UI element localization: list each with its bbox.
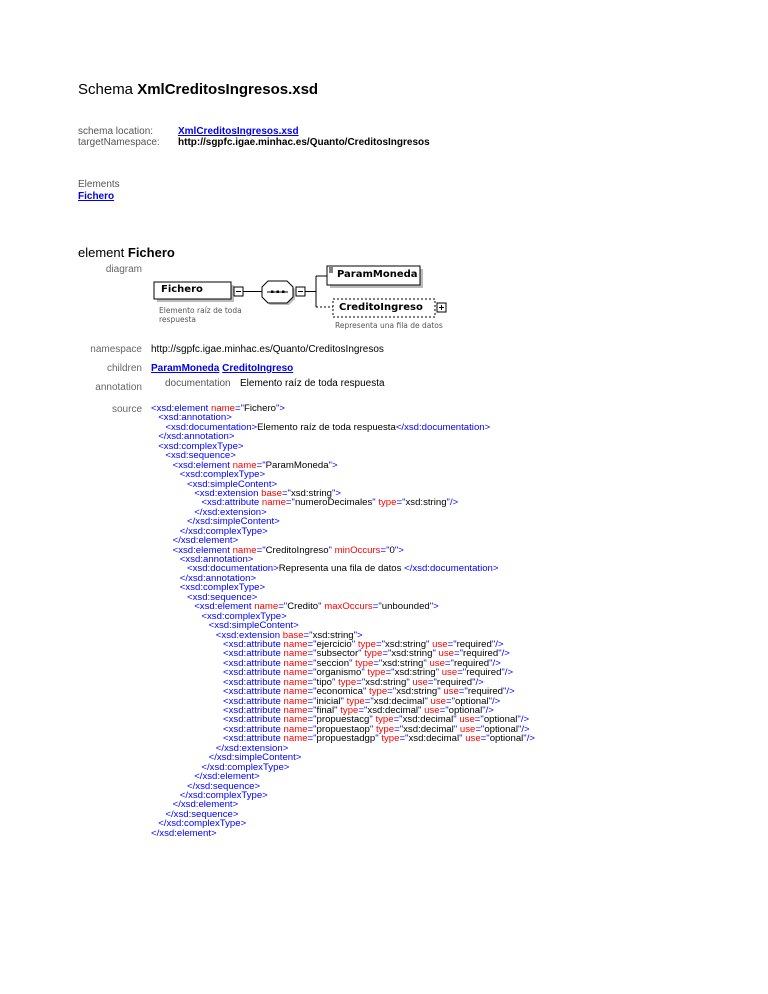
- source-token: optional: [448, 705, 483, 716]
- source-token: ": [432, 648, 439, 660]
- source-token: required: [467, 686, 504, 698]
- source-token: </xsd:element>: [194, 771, 260, 783]
- element-heading-name: Fichero: [127, 245, 175, 260]
- schema-location-label: schema location:: [78, 126, 154, 137]
- child-link-parammoneda[interactable]: ParamMoneda: [151, 363, 220, 374]
- source-token: <xsd:attribute: [223, 733, 284, 745]
- source-token: base: [261, 487, 282, 499]
- source-token: type: [346, 695, 365, 707]
- source-token: optional: [489, 733, 524, 745]
- source-token: ": [437, 686, 444, 698]
- element-diagram: [151, 263, 471, 333]
- source-token: "/>: [491, 638, 504, 650]
- namespace-label: namespace: [90, 344, 142, 355]
- element-heading: [78, 245, 175, 260]
- source-token: ": [424, 695, 431, 707]
- source-token: ": [369, 723, 376, 735]
- source-token: =": [474, 714, 484, 726]
- source-token: "/>: [489, 657, 501, 669]
- source-token: xsd:decimal: [403, 723, 454, 735]
- source-token: =": [375, 638, 385, 650]
- source-token: xsd:string: [391, 648, 433, 660]
- source-token: =": [356, 676, 366, 688]
- source-token: type: [340, 705, 359, 716]
- source-token: =": [281, 487, 291, 499]
- source-token: =": [278, 601, 288, 613]
- source-token: =": [364, 695, 374, 707]
- source-token: required: [466, 667, 502, 679]
- source-token: =": [393, 714, 403, 726]
- source-token: ": [426, 638, 433, 650]
- source-token: =": [399, 733, 409, 745]
- source-token: ">: [332, 487, 342, 499]
- source-token: </xsd:complexType>: [179, 789, 268, 801]
- source-token: </xsd:complexType>: [201, 761, 290, 773]
- source-token: <xsd:attribute: [223, 714, 284, 726]
- source-token: Elemento raíz de toda respuesta: [257, 421, 396, 433]
- source-token: </xsd:documentation>: [404, 563, 499, 575]
- source-token: name: [283, 638, 308, 650]
- source-token: CreditoIngreso: [265, 544, 329, 556]
- source-token: inicial: [316, 695, 341, 707]
- source-token: use: [430, 695, 446, 707]
- source-token: required: [436, 676, 473, 688]
- source-token: </xsd:sequence>: [165, 808, 239, 820]
- source-token: <xsd:attribute: [223, 648, 284, 660]
- schema-location-link[interactable]: XmlCreditosIngresos.xsd: [178, 126, 299, 137]
- source-token: <xsd:extension: [215, 629, 283, 641]
- source-token: xsd:decimal: [402, 714, 454, 726]
- source-token: =": [373, 657, 383, 669]
- target-namespace-label: targetNamespace:: [78, 137, 160, 148]
- source-token: Fichero: [244, 403, 277, 414]
- source-token: </xsd:element>: [172, 799, 239, 811]
- source-token: ": [369, 714, 376, 726]
- source-token: </xsd:element>: [151, 827, 217, 839]
- source-token: xsd:string: [396, 686, 438, 698]
- source-token: propuestaop: [316, 723, 370, 735]
- source-token: <xsd:attribute: [223, 695, 284, 707]
- source-token: ": [435, 667, 442, 679]
- source-token: ": [351, 638, 358, 650]
- source-token: =": [307, 676, 317, 688]
- source-token: <xsd:element: [172, 544, 233, 556]
- source-token: xsd:decimal: [367, 705, 419, 716]
- source-token: =": [394, 723, 404, 735]
- source-token: =": [235, 403, 245, 414]
- source-token: name: [232, 459, 257, 471]
- source-token: xsd:decimal: [408, 733, 460, 745]
- source-token: optional: [483, 714, 518, 726]
- source-token: use: [432, 638, 448, 650]
- source-token: "/>: [503, 686, 515, 698]
- source-token: seccion: [316, 657, 350, 669]
- source-token: use: [424, 705, 440, 716]
- diagram-root-note-line1: Elemento raíz de toda: [159, 306, 242, 315]
- source-token: ">: [394, 544, 404, 556]
- source-token: name: [283, 723, 308, 735]
- source-token: ">: [276, 403, 286, 414]
- source-token: propuestacg: [316, 714, 370, 726]
- source-token: required: [453, 657, 490, 669]
- source-token: =": [453, 648, 463, 660]
- source-token: ": [328, 544, 335, 556]
- source-token: =": [427, 676, 437, 688]
- source-token: <xsd:annotation>: [158, 412, 232, 424]
- source-token: ": [362, 686, 370, 698]
- source-token: =": [358, 705, 368, 716]
- annotation-label: annotation: [95, 382, 142, 393]
- page-title: [78, 81, 318, 98]
- source-token: </xsd:extension>: [194, 506, 267, 518]
- source-token: =": [445, 695, 455, 707]
- source-token: xsd:string: [405, 497, 447, 509]
- source-token: name: [283, 714, 308, 726]
- source-token: "/>: [472, 676, 484, 688]
- source-token: type: [381, 733, 400, 745]
- source-token: type: [357, 638, 376, 650]
- source-token: =": [307, 686, 317, 698]
- source-token: type: [355, 657, 374, 669]
- source-token: =": [372, 601, 382, 613]
- source-token: xsd:string: [394, 667, 436, 679]
- source-token: <xsd:complexType>: [179, 582, 266, 594]
- title-prefix: Schema: [78, 81, 138, 98]
- source-token: ": [358, 648, 365, 660]
- source-token: type: [378, 497, 397, 509]
- source-token: xsd:string: [312, 629, 354, 641]
- source-token: ": [423, 657, 430, 669]
- source-token: maxOccurs: [324, 601, 373, 613]
- source-token: name: [211, 403, 235, 414]
- source-token: name: [283, 686, 308, 698]
- source-token: use: [465, 733, 481, 745]
- source-token: use: [438, 648, 454, 660]
- source-token: <xsd:attribute: [223, 723, 284, 735]
- source-token: organismo: [316, 667, 362, 679]
- source-token: ": [453, 723, 460, 735]
- source-token: ": [375, 733, 382, 745]
- elements-heading: Elements: [78, 179, 120, 190]
- source-token: required: [456, 638, 492, 650]
- source-line: [151, 829, 535, 838]
- namespace-value: http://sgpfc.igae.minhac.es/Quanto/CreditosIngresos: [151, 344, 384, 355]
- source-token: xsd:string: [290, 487, 333, 499]
- source-token: <xsd:complexType>: [158, 440, 244, 452]
- source-token: =": [285, 497, 295, 509]
- source-token: minOccurs: [334, 544, 381, 556]
- source-line: [151, 734, 535, 743]
- source-token: ParamMoneda: [265, 459, 329, 471]
- source-token: =": [307, 733, 317, 745]
- source-token: <xsd:element: [151, 403, 211, 414]
- source-token: use: [443, 686, 459, 698]
- source-token: <xsd:attribute: [223, 676, 284, 688]
- source-token: =": [475, 723, 485, 735]
- diagram-root-name: Fichero: [161, 284, 203, 295]
- source-token: ": [334, 705, 341, 716]
- source-token: required: [463, 648, 499, 660]
- source-token: <xsd:documentation>: [187, 563, 279, 575]
- source-token: =": [396, 497, 406, 509]
- source-token: name: [283, 695, 308, 707]
- source-token: type: [338, 676, 357, 688]
- diagram-child-creditoingreso: CreditoIngreso: [339, 302, 423, 313]
- source-token: <xsd:extension: [194, 487, 262, 499]
- source-token: type: [367, 667, 386, 679]
- source-token: =": [458, 686, 468, 698]
- source-token: ": [406, 676, 413, 688]
- source-token: </xsd:annotation>: [158, 431, 235, 443]
- source-token: name: [283, 648, 308, 660]
- child-link-creditoingreso[interactable]: CreditoIngreso: [222, 363, 294, 374]
- source-token: </xsd:complexType>: [158, 818, 247, 830]
- source-token: 0: [389, 544, 395, 556]
- source-token: </xsd:complexType>: [179, 525, 268, 537]
- source-token: <xsd:attribute: [223, 686, 284, 698]
- source-token: <xsd:attribute: [223, 638, 284, 650]
- source-token: xsd:string: [365, 676, 407, 688]
- source-token: name: [232, 544, 257, 556]
- title-schema-name: XmlCreditosIngresos.xsd: [137, 81, 319, 98]
- source-token: subsector: [316, 648, 359, 660]
- source-token: =": [380, 544, 390, 556]
- source-token: "/>: [517, 714, 530, 726]
- source-token: ">: [328, 459, 338, 471]
- source-token: ": [418, 705, 425, 716]
- source-token: name: [283, 657, 308, 669]
- element-heading-prefix: element: [78, 245, 128, 260]
- source-token: use: [459, 723, 476, 735]
- source-token: ejercicio: [316, 638, 352, 650]
- source-token: use: [412, 676, 428, 688]
- source-token: numeroDecimales: [294, 497, 373, 509]
- source-token: type: [369, 686, 388, 698]
- source-token: </xsd:annotation>: [179, 572, 257, 584]
- diagram-root-note: [159, 306, 242, 324]
- source-token: xsd:string: [384, 638, 427, 650]
- source-token: =": [387, 686, 397, 698]
- source-token: use: [429, 657, 445, 669]
- source-token: final: [316, 705, 335, 716]
- source-token: "/>: [523, 733, 535, 745]
- source-token: ": [318, 601, 325, 613]
- source-token: Credito: [287, 601, 319, 613]
- source-token: optional: [455, 695, 489, 707]
- source-token: use: [441, 667, 458, 679]
- source-token: <xsd:simpleContent>: [208, 620, 299, 632]
- source-token: =": [385, 667, 395, 679]
- source-token: name: [261, 497, 286, 509]
- source-token: ": [372, 497, 379, 509]
- source-token: "/>: [517, 723, 530, 735]
- source-token: =": [307, 667, 317, 679]
- source-token: </xsd:sequence>: [187, 780, 261, 792]
- source-token: ": [459, 733, 466, 745]
- source-token: ">: [429, 601, 439, 613]
- element-link-fichero[interactable]: Fichero: [78, 191, 115, 202]
- source-token: =": [303, 629, 313, 641]
- source-token: type: [375, 723, 395, 735]
- source-token: <xsd:complexType>: [179, 469, 266, 481]
- source-token: =": [447, 638, 457, 650]
- source-token: "/>: [501, 667, 514, 679]
- source-token: xsd:string: [382, 657, 424, 669]
- source-token: <xsd:attribute: [201, 497, 262, 509]
- diagram-root-note-line2: respuesta: [159, 315, 197, 324]
- children-links: [151, 363, 293, 374]
- source-token: Representa una fila de datos: [278, 563, 405, 575]
- source-token: <xsd:attribute: [223, 705, 284, 716]
- target-namespace-value: http://sgpfc.igae.minhac.es/Quanto/CreditosIngresos: [178, 137, 430, 148]
- source-token: =": [307, 714, 317, 726]
- source-token: ": [332, 676, 339, 688]
- source-token: <xsd:sequence>: [165, 450, 236, 462]
- source-token: use: [459, 714, 475, 726]
- source-token: </xsd:extension>: [215, 742, 289, 754]
- source-token: <xsd:sequence>: [187, 591, 258, 603]
- source-token: =": [439, 705, 449, 716]
- source-token: name: [283, 733, 308, 745]
- source-token: ": [361, 667, 368, 679]
- source-token: ": [453, 714, 460, 726]
- source-token: ": [349, 657, 356, 669]
- source-token: =": [457, 667, 467, 679]
- source-token: =": [256, 459, 266, 471]
- source-token: "/>: [482, 705, 494, 716]
- source-token: name: [283, 667, 308, 679]
- documentation-label: documentation: [165, 378, 231, 389]
- source-token: </xsd:simpleContent>: [187, 516, 280, 528]
- children-label: children: [106, 363, 142, 374]
- source-token: type: [375, 714, 394, 726]
- source-token: =": [307, 723, 317, 735]
- source-token: unbounded: [381, 601, 430, 613]
- source-token: "/>: [488, 695, 501, 707]
- source-token: <xsd:attribute: [223, 657, 284, 669]
- source-label: source: [111, 404, 142, 415]
- source-token: </xsd:simpleContent>: [208, 752, 302, 764]
- source-token: base: [282, 629, 304, 641]
- source-token: <xsd:element: [194, 601, 255, 613]
- source-token: name: [283, 676, 308, 688]
- source-token: =": [307, 695, 317, 707]
- source-token: type: [364, 648, 383, 660]
- source-token: =": [307, 705, 317, 716]
- source-token: ">: [353, 629, 363, 641]
- source-token: =": [307, 657, 317, 669]
- source-token: name: [283, 705, 308, 716]
- source-token: =": [307, 648, 317, 660]
- source-token: =": [307, 638, 317, 650]
- diagram-label: diagram: [105, 264, 142, 275]
- source-token: =": [480, 733, 490, 745]
- source-token: <xsd:documentation>: [165, 421, 258, 433]
- source-token: </xsd:documentation>: [395, 421, 491, 433]
- source-token: <xsd:attribute: [223, 667, 284, 679]
- diagram-child-parammoneda: ParamMoneda: [337, 269, 418, 280]
- source-token: "/>: [446, 497, 459, 509]
- source-token: =": [256, 544, 266, 556]
- source-token: <xsd:annotation>: [179, 554, 254, 565]
- source-token: <xsd:element: [172, 459, 233, 471]
- source-token: optional: [484, 723, 518, 735]
- source-token: ": [340, 695, 347, 707]
- source-token: =": [444, 657, 454, 669]
- source-token: xsd:decimal: [373, 695, 425, 707]
- source-token: <xsd:complexType>: [201, 610, 287, 622]
- source-token: tipo: [316, 676, 333, 688]
- source-token: <xsd:simpleContent>: [187, 478, 278, 490]
- source-code: [151, 404, 535, 838]
- source-token: propuestadgp: [316, 733, 376, 745]
- diagram-child-note: Representa una fila de datos: [335, 321, 443, 330]
- source-token: </xsd:element>: [172, 535, 239, 547]
- source-token: "/>: [498, 648, 510, 660]
- source-token: economica: [316, 686, 363, 698]
- source-token: =": [382, 648, 392, 660]
- source-token: name: [254, 601, 279, 613]
- documentation-value: Elemento raíz de toda respuesta: [240, 378, 385, 389]
